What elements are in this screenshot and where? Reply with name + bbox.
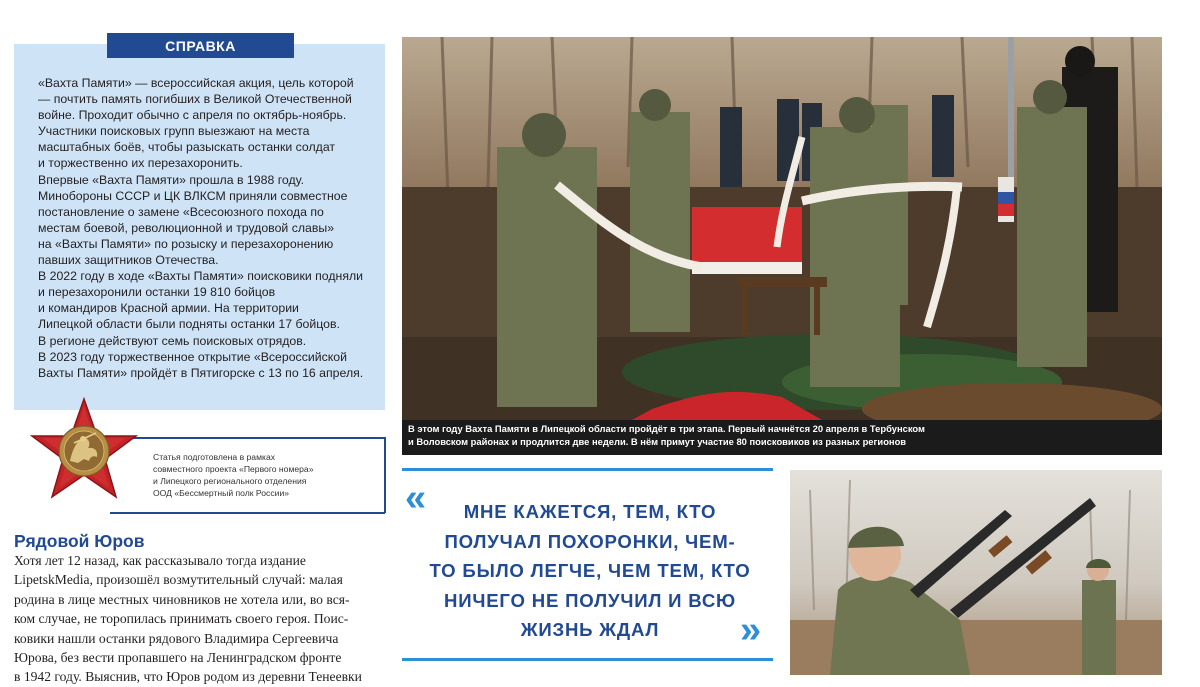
reference-line: Вахты Памяти» пройдёт в Пятигорске с 13 по 16 апреля. bbox=[38, 365, 364, 380]
project-note-line: совместного проекта «Первого номера» bbox=[153, 464, 314, 474]
pull-quote-line: МНЕ КАЖЕТСЯ, ТЕМ, КТО bbox=[463, 501, 717, 522]
quote-rule-top bbox=[402, 468, 773, 471]
pull-quote-line: ТО БЫЛО ЛЕГЧЕ, ЧЕМ ТЕМ, КТО bbox=[429, 560, 751, 581]
reference-line: и командиров Красной армии. На территории bbox=[38, 301, 299, 316]
pull-quote bbox=[420, 497, 760, 645]
project-note bbox=[153, 451, 383, 499]
reference-line: Липецкой области были подняты останки 17 бойцов. bbox=[38, 317, 340, 332]
article-line: в 1942 году. Выяснив, что Юров родом из деревни Тенеевки bbox=[14, 669, 362, 685]
reference-line: на «Вахты Памяти» по розыску и перезахоронению bbox=[38, 236, 334, 251]
project-note-line: ООД «Бессмертный полк России» bbox=[153, 488, 290, 498]
reference-text bbox=[38, 75, 378, 381]
article-line: Юрова, без вести пропавшего на Ленинградском фронте bbox=[14, 650, 342, 666]
note-rule bbox=[110, 437, 385, 439]
reference-line: В 2023 году торжественное открытие «Всероссийской bbox=[38, 349, 347, 364]
project-note-line: Статья подготовлена в рамках bbox=[153, 452, 276, 462]
article-line: Хотя лет 12 назад, как рассказывало тогда издание bbox=[14, 553, 306, 568]
article-body bbox=[14, 551, 385, 687]
pull-quote-line: ЖИЗНЬ ЖДАЛ bbox=[520, 619, 660, 640]
reference-tag: СПРАВКА bbox=[107, 33, 294, 58]
article-line: LipetskMedia, произошёл возмутительный случай: малая bbox=[14, 572, 343, 588]
quote-open-mark: « bbox=[405, 477, 427, 519]
photo-caption-line: и Воловском районах и продлится две недели. В нём примут участие 80 поисковиков из разных регионов bbox=[408, 435, 907, 447]
note-rule bbox=[110, 512, 385, 514]
quote-rule-bottom bbox=[402, 658, 773, 661]
quote-close-mark: » bbox=[740, 609, 762, 651]
pull-quote-line: ПОЛУЧАЛ ПОХОРОНКИ, ЧЕМ- bbox=[444, 530, 736, 552]
reference-line: — почтить память погибших в Великой Отечественной bbox=[38, 92, 352, 107]
reference-line: местам боевой, революционной и трудовой славы» bbox=[38, 220, 335, 235]
reference-line: войне. Проходит обычно с апреля по октябрь-ноябрь. bbox=[38, 108, 347, 123]
article-line: ковики нашли останки рядового Владимира Сергеевича bbox=[14, 630, 339, 646]
immortal-regiment-medal bbox=[18, 395, 150, 507]
note-rule bbox=[384, 437, 386, 513]
photo-caption-line: В этом году Вахта Памяти в Липецкой области пройдёт в три этапа. Первый начнётся 20 апреля в Тербунском bbox=[408, 423, 925, 434]
article-title: Рядовой Юров bbox=[14, 531, 145, 551]
article-line: ком случае, не торопилась принимать своего героя. Поис- bbox=[14, 611, 349, 627]
photo-caption bbox=[402, 420, 1162, 455]
reburial-ceremony-photo bbox=[402, 37, 1162, 420]
project-note-line: и Липецкого регионального отделения bbox=[153, 476, 307, 486]
reference-line: и торжественно их перезахоронить. bbox=[38, 156, 243, 171]
honor-guard-salute-photo bbox=[790, 470, 1162, 675]
reference-line: «Вахта Памяти» — всероссийская акция, цель которой bbox=[38, 76, 354, 90]
reference-line: постановление о замене «Всесоюзного похода по bbox=[38, 204, 324, 219]
reference-line: и перезахоронили останки 19 810 бойцов bbox=[38, 285, 276, 300]
pull-quote-line: НИЧЕГО НЕ ПОЛУЧИЛ И ВСЮ bbox=[443, 589, 737, 611]
reference-line: В регионе действуют семь поисковых отрядов. bbox=[38, 333, 307, 348]
article-line: родина в лице местных чиновников не хотела или, во вся- bbox=[14, 591, 350, 607]
reference-line: павших защитников Отечества. bbox=[38, 253, 219, 268]
reference-line: Впервые «Вахта Памяти» прошла в 1988 году. bbox=[38, 172, 304, 187]
reference-line: масштабных боёв, чтобы разыскать останки солдат bbox=[38, 140, 336, 155]
reference-line: Участники поисковых групп выезжают на места bbox=[38, 124, 310, 139]
reference-line: В 2022 году в ходе «Вахты Памяти» поисковики подняли bbox=[38, 269, 364, 284]
reference-line: Минобороны СССР и ЦК ВЛКСМ приняли совместное bbox=[38, 188, 348, 203]
